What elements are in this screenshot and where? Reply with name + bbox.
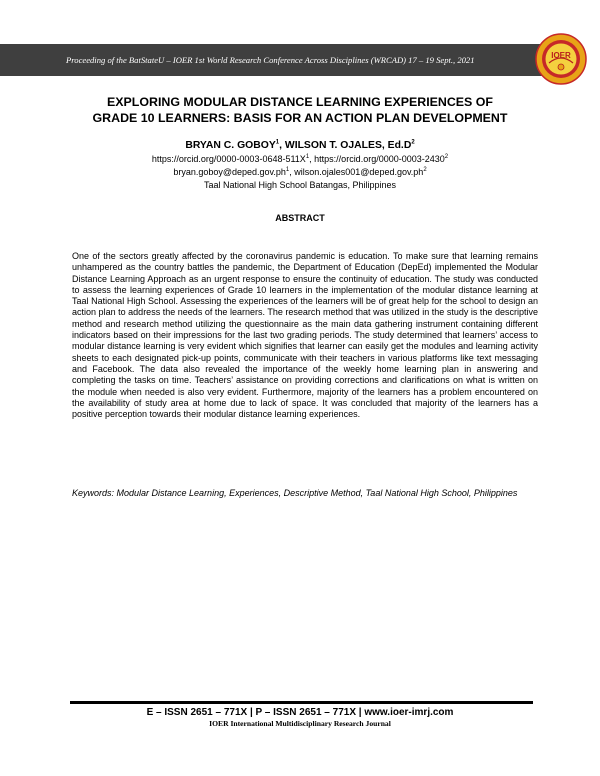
orcid-separator: ,	[309, 154, 315, 164]
email-separator: ,	[289, 167, 295, 177]
email-superscript: 1	[285, 167, 290, 173]
ioer-seal-logo	[535, 33, 587, 85]
orcid-link[interactable]: https://orcid.org/0000-0003-0648-511X	[151, 154, 306, 164]
orcid-superscript: 2	[444, 154, 449, 160]
paper-title-line: GRADE 10 LEARNERS: BASIS FOR AN ACTION PLAN DEVELOPMENT	[92, 111, 508, 125]
email-line	[40, 166, 560, 178]
footer-journal-name: IOER International Multidisciplinary Research Journal	[209, 719, 391, 728]
author-name: WILSON T. OJALES, Ed.D	[284, 140, 412, 151]
abstract-heading: ABSTRACT	[275, 213, 325, 223]
conference-banner-text: Proceeding of the BatStateU – IOER 1st World Research Conference Across Disciplines (WRCAD) 17 – 19 Sept., 2021	[66, 55, 475, 65]
email-link[interactable]: wilson.ojales001@deped.gov.ph	[294, 167, 424, 177]
author-name: BRYAN C. GOBOY	[185, 140, 276, 151]
affiliation: Taal National High School Batangas, Philippines	[203, 180, 397, 190]
orcid-superscript: 1	[305, 154, 310, 160]
paper-title-line: EXPLORING MODULAR DISTANCE LEARNING EXPERIENCES OF	[107, 95, 493, 109]
keywords: Keywords: Modular Distance Learning, Experiences, Descriptive Method, Taal National High School, Philippines	[72, 488, 518, 498]
author-separator: ,	[279, 140, 285, 151]
author-superscript: 2	[411, 139, 415, 146]
author-line	[40, 139, 560, 153]
abstract-body: One of the sectors greatly affected by the coronavirus pandemic is education. To make sure that learning remains unhampered as the country battles the pandemic, the Department of Education (DepEd) implemented the Modular Distance Learning Approach as an urgent response to ensure the continuity of education. The study was conducted to assess the learning experiences of Grade 10 learners in the implementation of the modular distance learning at Taal National High School. Assessing the experiences of the learners will be of great help for the school to design an action plan to address the needs of the learners. The research method that was utilized in the study is the descriptive method and research method utilizing the questionnaire as the main data gathering instrument containing different indicators based on their impressions for the last two grading periods. The study determined that learners’ access to modular distance learning is very evident which signifies that learner can easily get the modules and learning activity sheets to each designated pick-up points, communicate with their teachers in various platforms like text messaging and Facebook. The data also revealed the importance of the weekly home learning plan in answering and completing the tasks on time. Teachers’ assistance on providing corrections and clarifications on what is written on the module when needed is also very evident. Furthermore, majority of the learners has a problem encountered on the availability of study area at home due to lack of space. It was concluded that majority of the learners has a positive perception towards their modular distance learning experiences.	[72, 251, 538, 420]
orcid-line	[40, 153, 560, 165]
author-superscript: 1	[275, 139, 280, 146]
email-link[interactable]: bryan.goboy@deped.gov.ph	[173, 167, 286, 177]
paper-title	[40, 94, 560, 126]
email-superscript: 2	[423, 167, 427, 173]
seal-text: IOER	[551, 51, 571, 60]
footer-issn: E – ISSN 2651 – 771X | P – ISSN 2651 – 771X | www.ioer-imrj.com	[146, 707, 454, 718]
footer-divider	[70, 701, 533, 704]
orcid-link[interactable]: https://orcid.org/0000-0003-2430	[314, 154, 445, 164]
conference-banner	[0, 44, 546, 76]
